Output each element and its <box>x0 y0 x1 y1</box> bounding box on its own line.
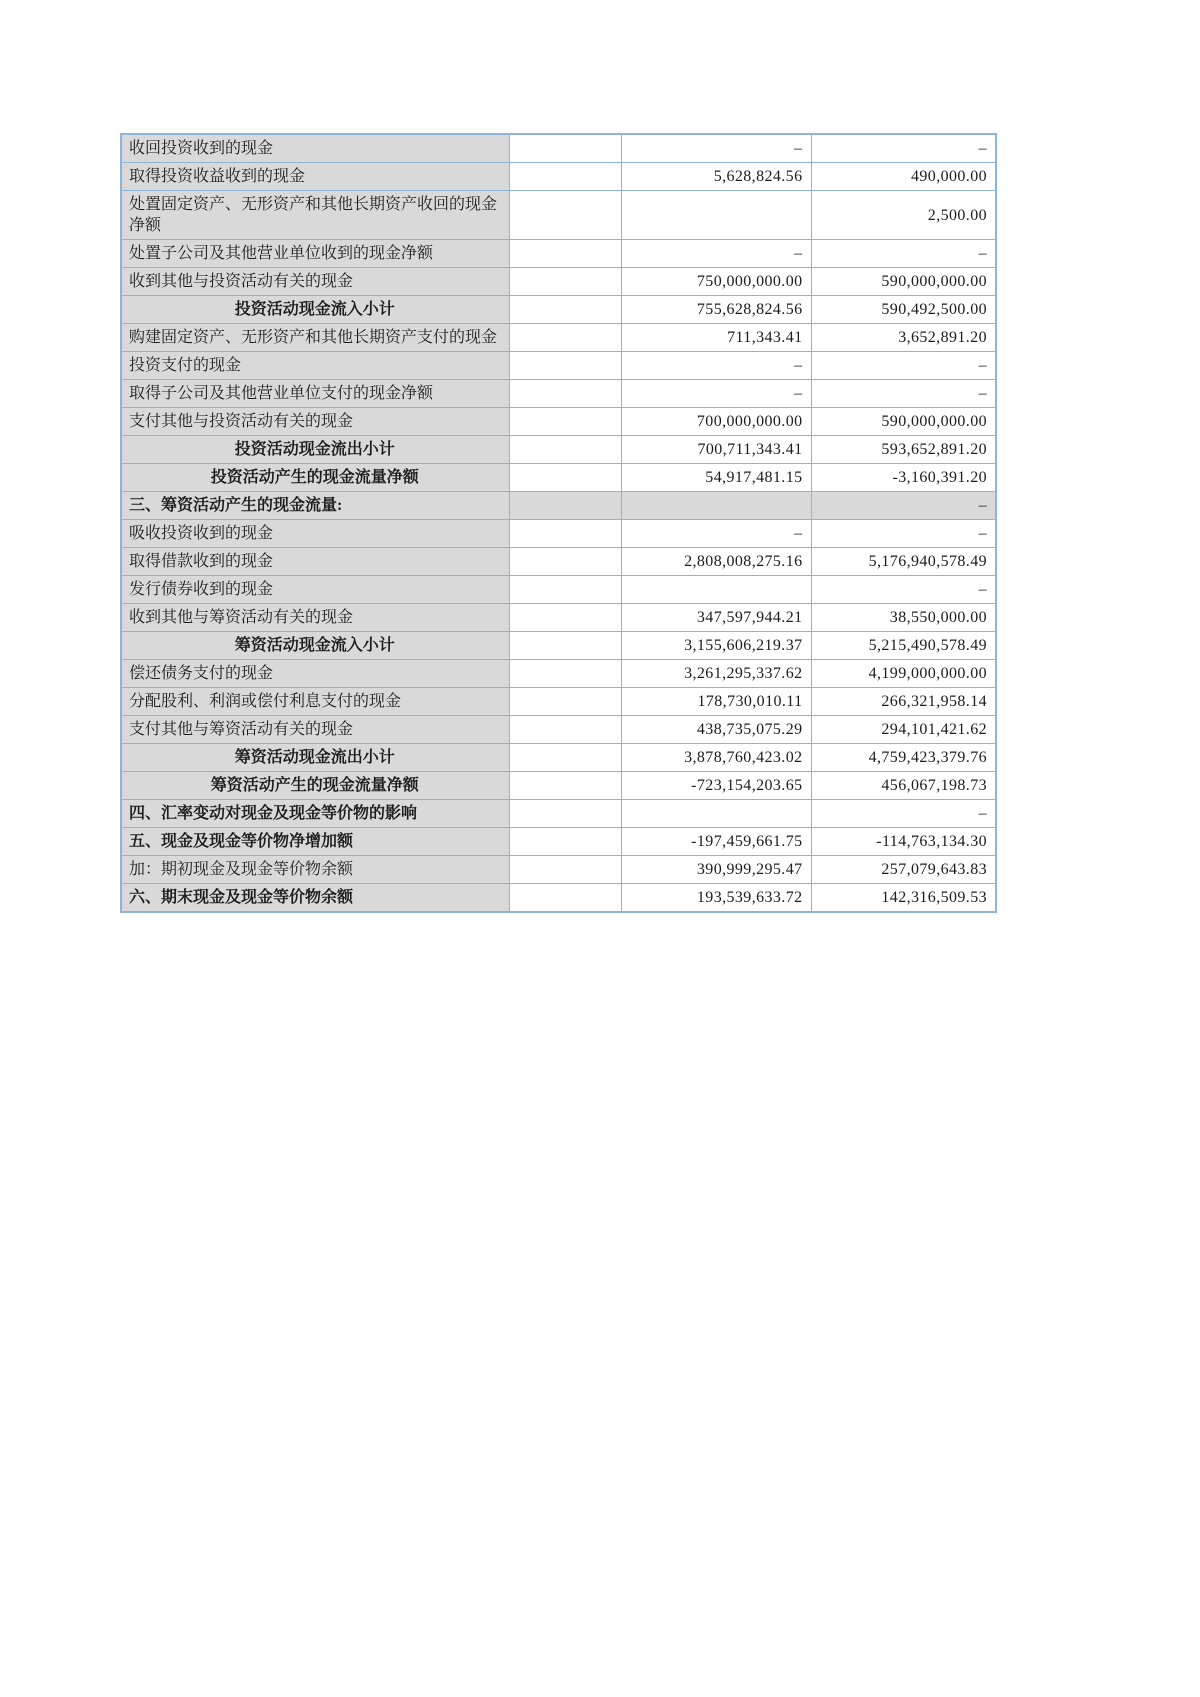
table-row <box>121 240 996 268</box>
notes-cell <box>509 548 621 576</box>
table-row <box>121 604 996 632</box>
prior-period-value-cell: 4,759,423,379.76 <box>811 744 996 772</box>
table-row <box>121 660 996 688</box>
item-label-cell: 取得投资收益收到的现金 <box>121 163 509 191</box>
table-row <box>121 632 996 660</box>
prior-period-value-cell: – <box>811 240 996 268</box>
item-label-cell: 投资活动现金流入小计 <box>121 296 509 324</box>
current-period-value-cell: 2,808,008,275.16 <box>621 548 811 576</box>
prior-period-value-cell: 456,067,198.73 <box>811 772 996 800</box>
item-label-cell: 三、筹资活动产生的现金流量: <box>121 492 509 520</box>
current-period-value-cell: – <box>621 134 811 163</box>
table-row <box>121 548 996 576</box>
table-row <box>121 800 996 828</box>
table-row <box>121 716 996 744</box>
current-period-value-cell: 3,261,295,337.62 <box>621 660 811 688</box>
table-row <box>121 884 996 913</box>
table-row <box>121 191 996 240</box>
table-row <box>121 324 996 352</box>
prior-period-value-cell: – <box>811 352 996 380</box>
prior-period-value-cell: 4,199,000,000.00 <box>811 660 996 688</box>
item-label-cell: 处置固定资产、无形资产和其他长期资产收回的现金净额 <box>121 191 509 240</box>
item-label-cell: 筹资活动现金流出小计 <box>121 744 509 772</box>
item-label-cell: 筹资活动产生的现金流量净额 <box>121 772 509 800</box>
item-label-cell: 五、现金及现金等价物净增加额 <box>121 828 509 856</box>
table-row <box>121 688 996 716</box>
item-label-cell: 投资支付的现金 <box>121 352 509 380</box>
notes-cell <box>509 324 621 352</box>
item-label-cell: 购建固定资产、无形资产和其他长期资产支付的现金 <box>121 324 509 352</box>
notes-cell <box>509 828 621 856</box>
current-period-value-cell <box>621 800 811 828</box>
table-row <box>121 744 996 772</box>
prior-period-value-cell: 257,079,643.83 <box>811 856 996 884</box>
current-period-value-cell: – <box>621 240 811 268</box>
item-label-cell: 收回投资收到的现金 <box>121 134 509 163</box>
prior-period-value-cell: 590,000,000.00 <box>811 408 996 436</box>
prior-period-value-cell: 5,176,940,578.49 <box>811 548 996 576</box>
notes-cell <box>509 134 621 163</box>
table-row <box>121 828 996 856</box>
prior-period-value-cell: 593,652,891.20 <box>811 436 996 464</box>
table-row <box>121 408 996 436</box>
table-row <box>121 134 996 163</box>
item-label-cell: 加：期初现金及现金等价物余额 <box>121 856 509 884</box>
notes-cell <box>509 632 621 660</box>
prior-period-value-cell: – <box>811 800 996 828</box>
notes-cell <box>509 492 621 520</box>
table-row <box>121 576 996 604</box>
current-period-value-cell: 700,000,000.00 <box>621 408 811 436</box>
prior-period-value-cell: – <box>811 520 996 548</box>
prior-period-value-cell: 266,321,958.14 <box>811 688 996 716</box>
notes-cell <box>509 716 621 744</box>
item-label-cell: 分配股利、利润或偿付利息支付的现金 <box>121 688 509 716</box>
current-period-value-cell: – <box>621 520 811 548</box>
cash-flow-table-body <box>121 134 996 912</box>
item-label-cell: 四、汇率变动对现金及现金等价物的影响 <box>121 800 509 828</box>
table-row <box>121 296 996 324</box>
item-label-cell: 投资活动现金流出小计 <box>121 436 509 464</box>
prior-period-value-cell: 294,101,421.62 <box>811 716 996 744</box>
current-period-value-cell: 3,155,606,219.37 <box>621 632 811 660</box>
current-period-value-cell: 193,539,633.72 <box>621 884 811 913</box>
prior-period-value-cell: -3,160,391.20 <box>811 464 996 492</box>
notes-cell <box>509 268 621 296</box>
prior-period-value-cell: 2,500.00 <box>811 191 996 240</box>
prior-period-value-cell: – <box>811 134 996 163</box>
notes-cell <box>509 688 621 716</box>
item-label-cell: 筹资活动现金流入小计 <box>121 632 509 660</box>
prior-period-value-cell: -114,763,134.30 <box>811 828 996 856</box>
current-period-value-cell: 750,000,000.00 <box>621 268 811 296</box>
prior-period-value-cell: – <box>811 380 996 408</box>
current-period-value-cell: -723,154,203.65 <box>621 772 811 800</box>
current-period-value-cell: – <box>621 352 811 380</box>
item-label-cell: 取得子公司及其他营业单位支付的现金净额 <box>121 380 509 408</box>
notes-cell <box>509 884 621 913</box>
notes-cell <box>509 856 621 884</box>
current-period-value-cell <box>621 492 811 520</box>
table-row <box>121 380 996 408</box>
current-period-value-cell: 390,999,295.47 <box>621 856 811 884</box>
item-label-cell: 发行债券收到的现金 <box>121 576 509 604</box>
table-row <box>121 464 996 492</box>
notes-cell <box>509 408 621 436</box>
current-period-value-cell: 711,343.41 <box>621 324 811 352</box>
notes-cell <box>509 464 621 492</box>
notes-cell <box>509 576 621 604</box>
table-row <box>121 520 996 548</box>
table-row <box>121 772 996 800</box>
current-period-value-cell: 347,597,944.21 <box>621 604 811 632</box>
item-label-cell: 支付其他与投资活动有关的现金 <box>121 408 509 436</box>
current-period-value-cell: 438,735,075.29 <box>621 716 811 744</box>
prior-period-value-cell: 590,492,500.00 <box>811 296 996 324</box>
current-period-value-cell: -197,459,661.75 <box>621 828 811 856</box>
item-label-cell: 支付其他与筹资活动有关的现金 <box>121 716 509 744</box>
current-period-value-cell: 755,628,824.56 <box>621 296 811 324</box>
notes-cell <box>509 191 621 240</box>
current-period-value-cell: 178,730,010.11 <box>621 688 811 716</box>
notes-cell <box>509 604 621 632</box>
current-period-value-cell: – <box>621 380 811 408</box>
notes-cell <box>509 800 621 828</box>
current-period-value-cell: 54,917,481.15 <box>621 464 811 492</box>
table-row <box>121 268 996 296</box>
cash-flow-table <box>120 133 997 913</box>
notes-cell <box>509 163 621 191</box>
item-label-cell: 偿还债务支付的现金 <box>121 660 509 688</box>
prior-period-value-cell: 5,215,490,578.49 <box>811 632 996 660</box>
current-period-value-cell <box>621 576 811 604</box>
prior-period-value-cell: 38,550,000.00 <box>811 604 996 632</box>
item-label-cell: 投资活动产生的现金流量净额 <box>121 464 509 492</box>
prior-period-value-cell: 3,652,891.20 <box>811 324 996 352</box>
prior-period-value-cell: 590,000,000.00 <box>811 268 996 296</box>
item-label-cell: 吸收投资收到的现金 <box>121 520 509 548</box>
prior-period-value-cell: 490,000.00 <box>811 163 996 191</box>
prior-period-value-cell: 142,316,509.53 <box>811 884 996 913</box>
prior-period-value-cell: – <box>811 576 996 604</box>
current-period-value-cell: 5,628,824.56 <box>621 163 811 191</box>
current-period-value-cell: 700,711,343.41 <box>621 436 811 464</box>
current-period-value-cell: 3,878,760,423.02 <box>621 744 811 772</box>
notes-cell <box>509 352 621 380</box>
table-row <box>121 436 996 464</box>
table-row <box>121 856 996 884</box>
item-label-cell: 收到其他与筹资活动有关的现金 <box>121 604 509 632</box>
notes-cell <box>509 296 621 324</box>
current-period-value-cell <box>621 191 811 240</box>
notes-cell <box>509 660 621 688</box>
notes-cell <box>509 380 621 408</box>
notes-cell <box>509 744 621 772</box>
table-row <box>121 352 996 380</box>
table-row <box>121 163 996 191</box>
prior-period-value-cell: – <box>811 492 996 520</box>
notes-cell <box>509 520 621 548</box>
table-row <box>121 492 996 520</box>
notes-cell <box>509 772 621 800</box>
item-label-cell: 处置子公司及其他营业单位收到的现金净额 <box>121 240 509 268</box>
item-label-cell: 取得借款收到的现金 <box>121 548 509 576</box>
item-label-cell: 六、期末现金及现金等价物余额 <box>121 884 509 913</box>
item-label-cell: 收到其他与投资活动有关的现金 <box>121 268 509 296</box>
notes-cell <box>509 436 621 464</box>
notes-cell <box>509 240 621 268</box>
